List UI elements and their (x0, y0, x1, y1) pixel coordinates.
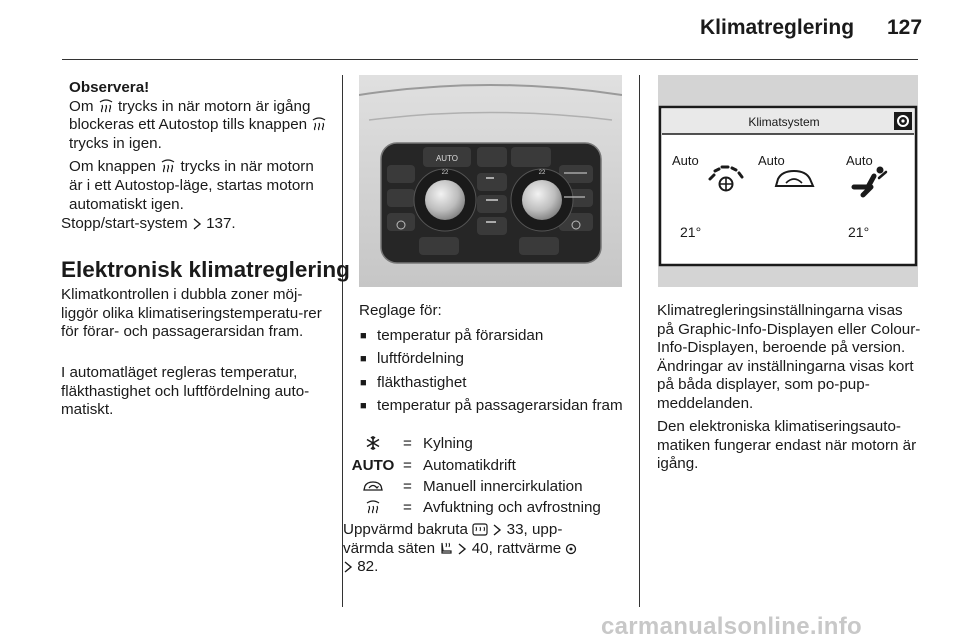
note-title: Observera! (69, 79, 150, 96)
rear-window-heating-icon (472, 523, 488, 536)
legend-description: Manuell innercirkulation (423, 478, 583, 495)
note-box (69, 79, 331, 214)
watermark: carmanualsonline.info (601, 613, 863, 640)
display-auto-mid: Auto (758, 153, 785, 168)
panel-auto-label: AUTO (435, 154, 459, 163)
climate-display-image (658, 75, 918, 287)
defrost-icon (98, 99, 114, 113)
column-separator-right (639, 75, 640, 607)
section-paragraph-2: I automatläget regleras temperatur, fläkthastighet och luftfördelning auto-matiskt. (61, 364, 310, 419)
controls-intro: Reglage för: (359, 302, 442, 319)
page-number: 127 (887, 16, 923, 39)
legend-symbol (343, 499, 403, 516)
page-ref-arrow-icon (343, 561, 353, 573)
references-paragraph: Uppvärmd bakruta 33, upp- värmda säten 40, rattvärme 82. (343, 521, 623, 577)
display-temp-right: 21° (848, 224, 870, 240)
legend-description: Automatikdrift (423, 457, 516, 474)
recirculation-icon (362, 479, 384, 493)
right-paragraph-2: Den elektroniska klimatiseringsauto-matiken fungerar endast när motorn är igång. (657, 418, 917, 473)
display-auto-left: Auto (672, 153, 699, 168)
snowflake-icon (365, 435, 381, 451)
legend-equals: = (403, 435, 412, 452)
legend-symbol (343, 435, 403, 452)
stop-start-reference[interactable]: Stopp/start-system 137. (61, 215, 236, 232)
steering-wheel-heating-icon (565, 543, 577, 555)
panel-scale-left: 22 (441, 170, 449, 176)
control-panel-image (359, 75, 622, 287)
legend-equals: = (403, 478, 412, 495)
panel-scale-right: 22 (538, 170, 546, 176)
page-ref-arrow-icon (192, 218, 202, 230)
legend-symbol (343, 478, 403, 495)
legend-symbol: AUTO (351, 457, 395, 474)
legend-row-recirculation (343, 478, 623, 500)
display-title: Klimatsystem (748, 115, 820, 129)
controls-list (359, 327, 623, 416)
page-header-title: Klimatreglering (700, 16, 855, 39)
section-heading: Elektronisk klimatreglering (61, 257, 350, 282)
note-paragraph-1: Om trycks in när motorn är igång blockeras ett Autostop tills knappen trycks in igen. (69, 98, 331, 154)
defrost-icon (311, 117, 327, 131)
defrost-icon (160, 159, 176, 173)
settings-icon (894, 112, 912, 130)
list-item: ■ luftfördelning (359, 350, 623, 369)
seat-heating-icon (439, 541, 453, 555)
list-item: ■ fläkthastighet (359, 374, 623, 393)
legend-row-auto (343, 457, 623, 479)
legend-row-cooling (343, 435, 623, 457)
display-auto-right: Auto (846, 153, 873, 168)
legend-equals: = (403, 499, 412, 516)
page-ref-arrow-icon (457, 543, 467, 555)
controls-section (359, 302, 623, 421)
list-item: ■ temperatur på förarsidan (359, 327, 623, 346)
climate-display-illustration (658, 75, 918, 287)
defrost-icon (365, 500, 381, 514)
legend-row-defrost (343, 499, 623, 521)
legend-description: Kylning (423, 435, 473, 452)
control-panel-illustration (359, 75, 622, 287)
right-paragraph-1: Klimatregleringsinställningarna visas på Graphic-Info-Displayen eller Colour-Info-Displayen, beroende på version. Ändringar av inställningarna visas kort på båda displayer, som po-pup-meddelanden. (657, 302, 921, 412)
display-temp-left: 21° (680, 224, 702, 240)
list-item: ■ temperatur på passagerarsidan fram (359, 397, 623, 416)
header-rule (62, 59, 918, 60)
legend-description: Avfuktning och avfrostning (423, 499, 601, 516)
section-paragraph-1: Klimatkontrollen i dubbla zoner möj-liggör olika klimatiseringstemperatu-rer för förar- och passagerarsidan fram. (61, 286, 322, 341)
note-paragraph-2: Om knappen trycks in när motorn är i ett Autostop-läge, startas motorn automatiskt igen. (69, 158, 314, 213)
legend-equals: = (403, 457, 412, 474)
page-ref-arrow-icon (492, 524, 502, 536)
